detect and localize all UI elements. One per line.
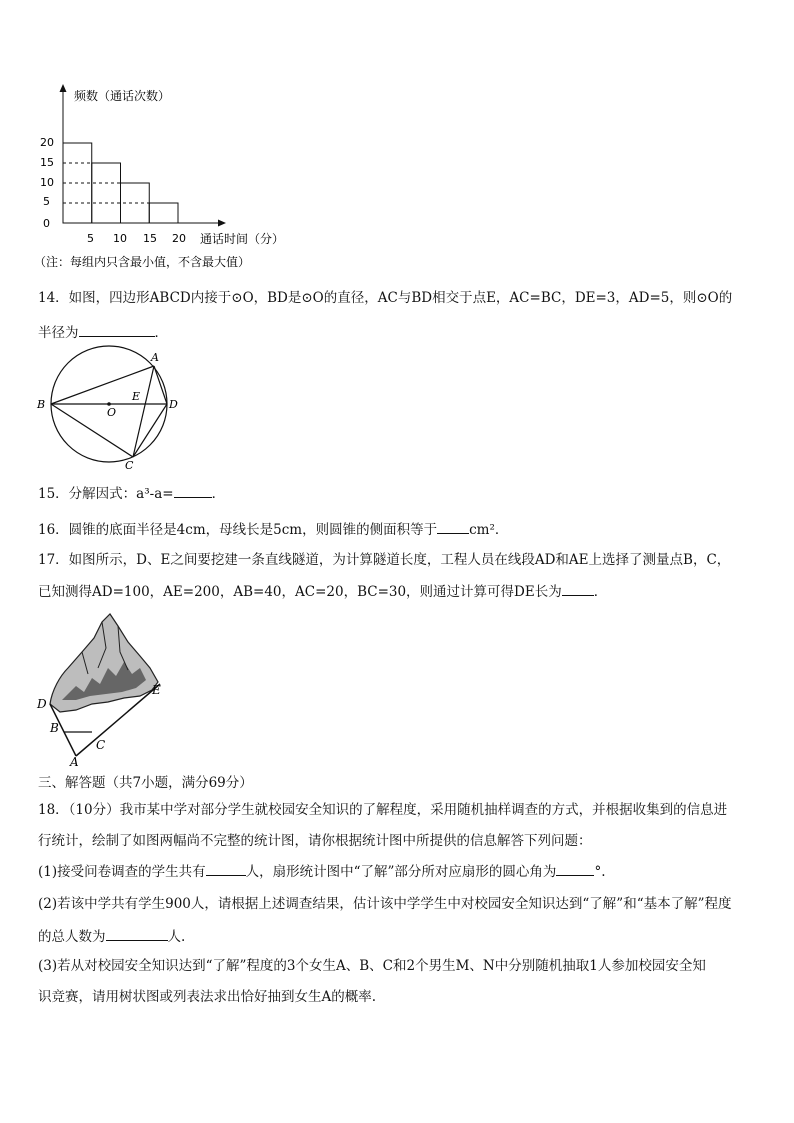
- y-tick-label: 10: [40, 176, 54, 189]
- q18-line1: 18．（10分）我市某中学对部分学生就校园安全知识的了解程度，采用随机抽样调查的方式，并根据收集到的信息进: [38, 802, 728, 818]
- q18-p1-text: (1)接受问卷调查的学生共有: [38, 864, 206, 880]
- x-axis-label: 通话时间（分）: [200, 232, 285, 246]
- label-c: C: [125, 459, 134, 472]
- histogram-note: （注：每组内只含最小值，不含最大值）: [34, 255, 251, 269]
- label-a: A: [70, 755, 79, 768]
- label-o: O: [107, 406, 117, 419]
- q18-part3-line2: 识竞赛，请用树状图或列表法求出恰好抽到女生A的概率.: [38, 989, 377, 1005]
- y-tick-label: 0: [43, 217, 50, 230]
- q18-part2-line2: [38, 927, 185, 946]
- label-a: A: [151, 351, 159, 364]
- q16-text: 16．圆锥的底面半径是4cm，母线长是5cm，则圆锥的侧面积等于: [38, 522, 438, 538]
- q18-p2-unit: 人.: [167, 929, 186, 945]
- q16-unit: cm²．: [469, 522, 509, 538]
- y-tick-label: 5: [43, 195, 50, 208]
- section-heading: 三、解答题（共7小题，满分69分）: [38, 775, 253, 791]
- segment-bc: [51, 404, 133, 457]
- y-tick-label: 20: [40, 136, 54, 149]
- answer-blank[interactable]: [174, 484, 212, 498]
- q18-part1: [38, 862, 605, 881]
- label-e: E: [132, 390, 141, 403]
- x-tick-label: 15: [143, 232, 157, 245]
- q15-period: ．: [211, 486, 226, 502]
- q14-circle-diagram: [30, 345, 190, 475]
- y-tick-label: 15: [40, 156, 54, 169]
- label-d: D: [169, 398, 178, 411]
- q14-text: 半径为: [38, 325, 79, 341]
- q14-period: ．: [154, 325, 168, 341]
- q15: [38, 484, 225, 503]
- q14-line2: [38, 323, 168, 342]
- histogram-bar: [149, 203, 178, 223]
- x-axis-arrow: [218, 220, 226, 227]
- label-d: D: [37, 697, 47, 711]
- q18-line2: 行统计，绘制了如图两幅尚不完整的统计图，请你根据统计图中所提供的信息解答下列问题：: [38, 833, 592, 849]
- histogram-bar: [92, 163, 121, 223]
- q18-p2-text: 的总人数为: [38, 929, 106, 945]
- answer-blank[interactable]: [556, 862, 594, 876]
- answer-blank[interactable]: [79, 323, 155, 337]
- answer-blank[interactable]: [437, 520, 469, 534]
- x-tick-label: 10: [113, 232, 127, 245]
- y-axis-label: 频数（通话次数）: [74, 89, 171, 103]
- label-c: C: [96, 738, 106, 752]
- q18-part3-line1: (3)若从对校园安全知识达到“了解”程度的3个女生A、B、C和2个男生M、N中分别随机抽取1人参加校园安全知: [38, 958, 706, 974]
- x-tick-label: 5: [87, 232, 94, 245]
- q17-mountain-diagram: [32, 608, 182, 768]
- segment-cd: [133, 404, 167, 457]
- x-tick-label: 20: [172, 232, 186, 245]
- q18-p1-degree: °.: [594, 864, 606, 880]
- label-b: B: [37, 398, 46, 411]
- histogram-chart: [30, 80, 310, 280]
- q17-line1: 17．如图所示，D、E之间要挖建一条直线隧道，为计算隧道长度，工程人员在线段AD和AE上选择了测量点B，C，: [38, 552, 731, 568]
- y-axis-arrow: [60, 84, 67, 92]
- answer-blank[interactable]: [106, 927, 168, 941]
- q17-text: 已知测得AD=100，AE=200，AB=40，AC=20，BC=30，则通过计算可得DE长为: [38, 584, 562, 600]
- q14-line1: 14．如图，四边形ABCD内接于⊙O，BD是⊙O的直径，AC与BD相交于点E，AC=BC，DE=3，AD=5，则⊙O的: [38, 290, 733, 306]
- answer-blank[interactable]: [562, 582, 594, 596]
- q16: [38, 520, 508, 539]
- q17-line2: [38, 582, 607, 601]
- label-e: E: [152, 683, 161, 697]
- q18-p1-text-mid: 人，扇形统计图中“了解”部分所对应扇形的圆心角为: [245, 864, 557, 880]
- q17-period: ．: [593, 584, 608, 600]
- segment-ad: [154, 366, 167, 404]
- answer-blank[interactable]: [206, 862, 246, 876]
- q15-text: 15．分解因式：a³-a=: [38, 486, 174, 502]
- label-b: B: [50, 721, 59, 735]
- q18-part2-line1: (2)若该中学共有学生900人，请根据上述调查结果，估计该中学学生中对校园安全知识达到“了解”和“基本了解”程度: [38, 896, 732, 912]
